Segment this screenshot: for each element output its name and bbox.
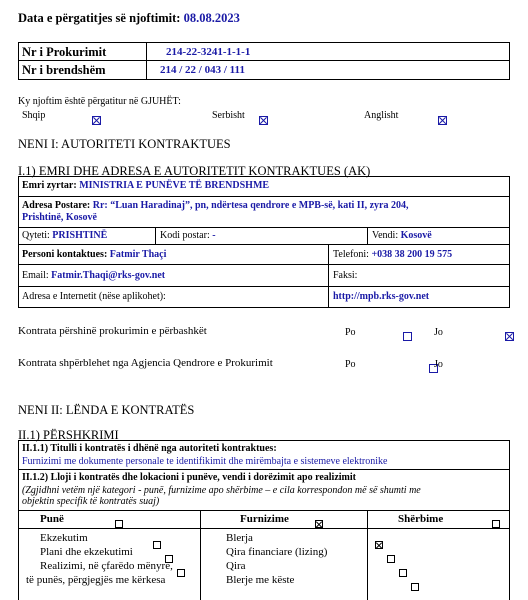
country-label: Vendi: [372, 230, 399, 241]
language-intro: Ky njoftim është përgatitur në GJUHËT: [18, 96, 181, 107]
address-value-1: Rr: “Luan Haradinaj”, pn, ndërtesa qendrore e MPB-së, kati II, zyra 204, [92, 200, 409, 211]
prep-date-label: Data e përgatitjes së njoftimit: 08.08.2023 [18, 11, 240, 25]
supply-item: Blerja [226, 532, 253, 544]
supply-item: Blerje me këste [226, 574, 295, 586]
section2-subtitle: II.1) PËRSHKRIMI [18, 428, 119, 442]
works-item: të punës, përgjegjës me kërkesa [26, 574, 166, 586]
supply-purchase-checkbox[interactable] [375, 541, 383, 549]
supplies-header: Furnizime [240, 513, 289, 525]
contact-value: Fatmir Thaçi [109, 249, 167, 260]
contract-type-note-2: objektin specifik të kontratës suaj) [22, 496, 160, 507]
lang-albanian-checkbox[interactable] [92, 116, 101, 125]
joint-procurement-label: Kontrata përshinë prokurimin e përbashkët [18, 325, 207, 337]
address-label: Adresa Postare: [22, 200, 91, 211]
supplies-checkbox[interactable] [315, 520, 323, 528]
central-agency-label: Kontrata shpërblehet nga Agjencia Qendrore e Prokurimit [18, 357, 273, 369]
lang-english-checkbox[interactable] [438, 116, 447, 125]
works-execution-checkbox[interactable] [153, 541, 161, 549]
fax-label: Faksi: [333, 270, 358, 281]
official-name-label: Emri zyrtar: [22, 180, 77, 191]
services-header: Shërbime [398, 513, 444, 525]
prep-date-value: 08.08.2023 [183, 11, 240, 25]
phone-value: +038 38 200 19 575 [371, 249, 453, 260]
supply-installment-checkbox[interactable] [411, 583, 419, 591]
phone-label: Telefoni: [333, 249, 369, 260]
works-item: Ekzekutim [40, 532, 88, 544]
web-value: http://mpb.rks-gov.net [333, 291, 430, 302]
postal-label: Kodi postar: [160, 230, 210, 241]
supply-rent-checkbox[interactable] [399, 569, 407, 577]
internal-nr-label: Nr i brendshëm [22, 63, 106, 77]
lang-serbian-label: Serbisht [212, 110, 245, 121]
q1-po-label: Po [345, 327, 356, 338]
lang-albanian-label: Shqip [22, 110, 46, 121]
works-header: Punë [40, 513, 64, 525]
contract-type-note-1: (Zgjidhni vetëm një kategori - punë, furnizime apo shërbime – e cila korrespondon më së shumti me [22, 485, 421, 496]
section2-title: NENI II: LËNDA E KONTRATËS [18, 403, 195, 417]
q1-jo-label: Jo [434, 327, 443, 338]
supply-item: Qira financiare (lizing) [226, 546, 328, 558]
procurement-nr-value: 214-22-3241-1-1-1 [166, 46, 251, 58]
contract-type-label: II.1.2) Lloji i kontratës dhe lokacioni i punëve, vendi i dorëzimit apo realizimit [22, 472, 356, 483]
email-value: Fatmir.Thaqi@rks-gov.net [51, 270, 166, 281]
section1-subtitle: I.1) EMRI DHE ADRESA E AUTORITETIT KONTRAKTUES (AK) [18, 164, 371, 178]
works-item: Realizimi, në çfarëdo mënyre, [40, 560, 173, 572]
works-item: Plani dhe ekzekutimi [40, 546, 133, 558]
supply-item: Qira [226, 560, 246, 572]
works-realization-checkbox[interactable] [177, 569, 185, 577]
q2-jo-label: Jo [434, 359, 443, 370]
web-label: Adresa e Internetit (nëse aplikohet): [22, 291, 166, 302]
internal-nr-value: 214 / 22 / 043 / 111 [160, 64, 245, 76]
contract-title-label: II.1.1) Titulli i kontratës i dhënë nga autoriteti kontraktues: [22, 443, 277, 454]
section1-title: NENI I: AUTORITETI KONTRAKTUES [18, 137, 231, 151]
official-name-value: MINISTRIA E PUNËVE TË BRENDSHME [79, 180, 270, 191]
email-label: Email: [22, 270, 49, 281]
lang-serbian-checkbox[interactable] [259, 116, 268, 125]
address-value-2: Prishtinë, Kosovë [22, 212, 97, 223]
procurement-nr-label: Nr i Prokurimit [22, 45, 107, 59]
postal-value: - [212, 230, 216, 241]
contract-title-value: Furnizimi me dokumente personale te identifikimit dhe mirëmbajta e sistemeve elektronike [22, 456, 388, 467]
services-checkbox[interactable] [492, 520, 500, 528]
country-value: Kosovë [400, 230, 432, 241]
city-label: Qyteti: [22, 230, 50, 241]
supply-leasing-checkbox[interactable] [387, 555, 395, 563]
q1-po-checkbox[interactable] [403, 332, 412, 341]
works-checkbox[interactable] [115, 520, 123, 528]
q1-jo-checkbox[interactable] [505, 332, 514, 341]
contact-label: Personi kontaktues: [22, 249, 108, 260]
q2-po-label: Po [345, 359, 356, 370]
lang-english-label: Anglisht [364, 110, 399, 121]
city-value: PRISHTINË [52, 230, 108, 241]
